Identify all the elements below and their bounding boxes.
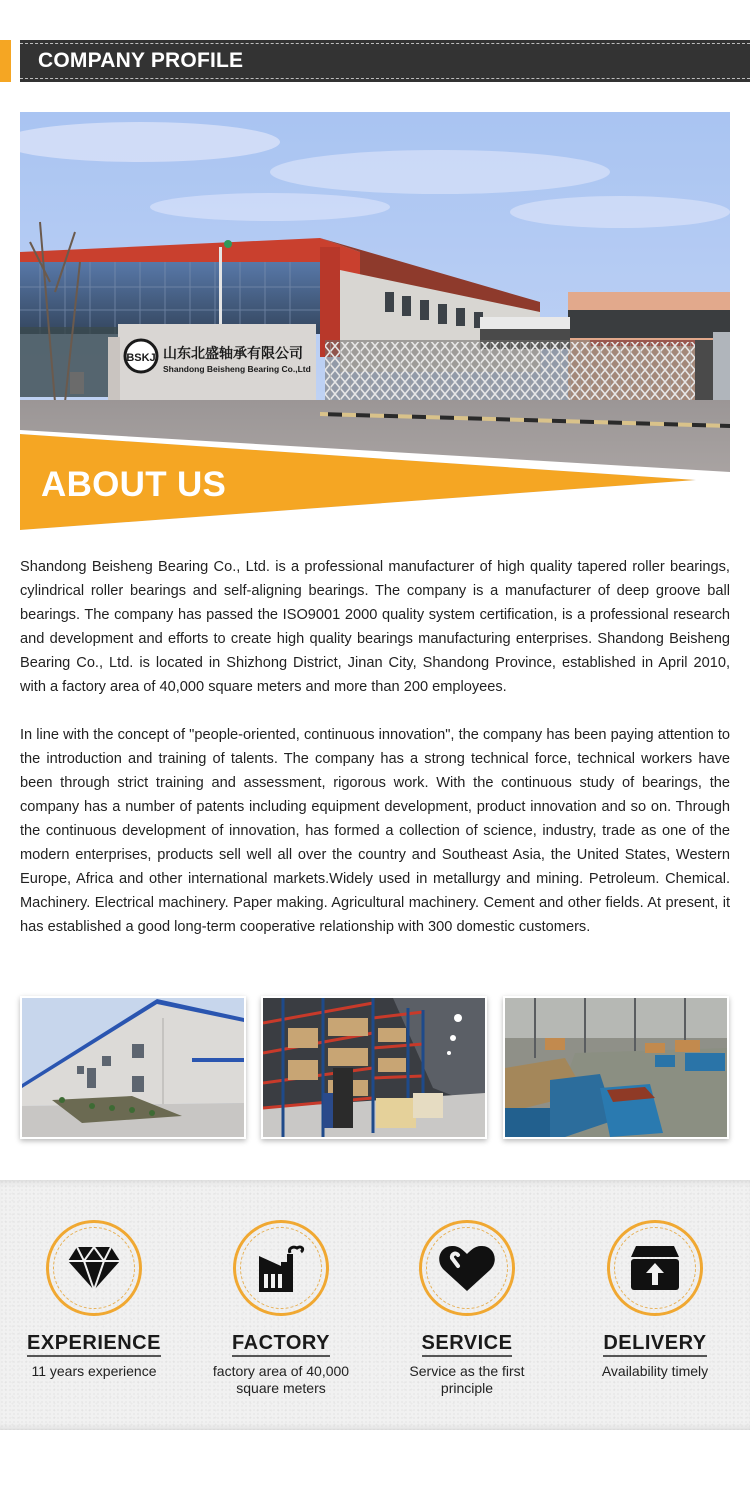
photo-gallery	[20, 996, 730, 1140]
about-paragraph-2: In line with the concept of "people-oriented, continuous innovation", the company has been paying attention to the introduction and training of talents. The company has a strong technical force, technical workers have been through strict training and assessment, rigorous work. With the continuous study of bearings, the company has a number of patents including equipment development, product innovation and so on. Through the continuous development of innovation, has formed a collection of science, industry, trade as one of the modern enterprises, products sell well all over the country and Southeast Asia, the United States, Western Europe, Africa and other international markets.Widely used in metallurgy and mining. Petroleum. Chemical. Machinery. Electrical machinery. Paper making. Agricultural machinery. Cement and other fields. At present, it has established a good long-term cooperative relationship with 300 domestic customers.	[20, 727, 730, 935]
section-header	[0, 40, 750, 82]
diamond-icon	[49, 1223, 139, 1313]
factory-icon	[236, 1223, 326, 1313]
sign-logo: BSKJ	[126, 352, 156, 364]
feature-ring	[233, 1220, 329, 1316]
feature-description: factory area of 40,000 square meters	[212, 1363, 350, 1396]
feature-title: EXPERIENCE	[27, 1331, 161, 1357]
feature-title: SERVICE	[422, 1331, 513, 1357]
about-us-title: ABOUT US	[41, 465, 227, 504]
feature-ring	[607, 1220, 703, 1316]
gallery-photo-warehouse	[261, 996, 487, 1139]
about-paragraph-1: Shandong Beisheng Bearing Co., Ltd. is a professional manufacturer of high quality tapered roller bearings, cylindrical roller bearings and self-aligning bearings. The company is a manufacturer of deep groove ball bearings. The company has passed the ISO9001 2000 quality system certification, is a professional research and development and efforts to create high quality bearings manufacturing enterprises. Shandong Beisheng Bearing Co., Ltd. is located in Shizhong District, Jinan City, Shandong Province, established in April 2010, with a factory area of 40,000 square meters and more than 200 employees.	[20, 559, 730, 695]
section-title: COMPANY PROFILE	[38, 49, 244, 72]
feature-description: Availability timely	[601, 1363, 709, 1379]
gallery-photo-factory-exterior	[20, 996, 246, 1139]
sign-english: Shandong Beisheng Bearing Co.,Ltd	[163, 364, 311, 374]
feature-title: FACTORY	[232, 1331, 330, 1357]
gallery-photo-workshop	[503, 996, 729, 1139]
heart-icon	[422, 1223, 512, 1313]
features-section	[0, 1180, 750, 1430]
feature-description: Service as the first principle	[409, 1363, 525, 1396]
feature-ring	[46, 1220, 142, 1316]
box-upload-icon	[610, 1223, 700, 1313]
header-accent-bar	[0, 40, 11, 82]
feature-title: DELIVERY	[603, 1331, 706, 1357]
sign-chinese: 山东北盛轴承有限公司	[163, 346, 303, 362]
header-bar	[20, 40, 750, 82]
feature-ring	[419, 1220, 515, 1316]
feature-description: 11 years experience	[31, 1363, 157, 1379]
